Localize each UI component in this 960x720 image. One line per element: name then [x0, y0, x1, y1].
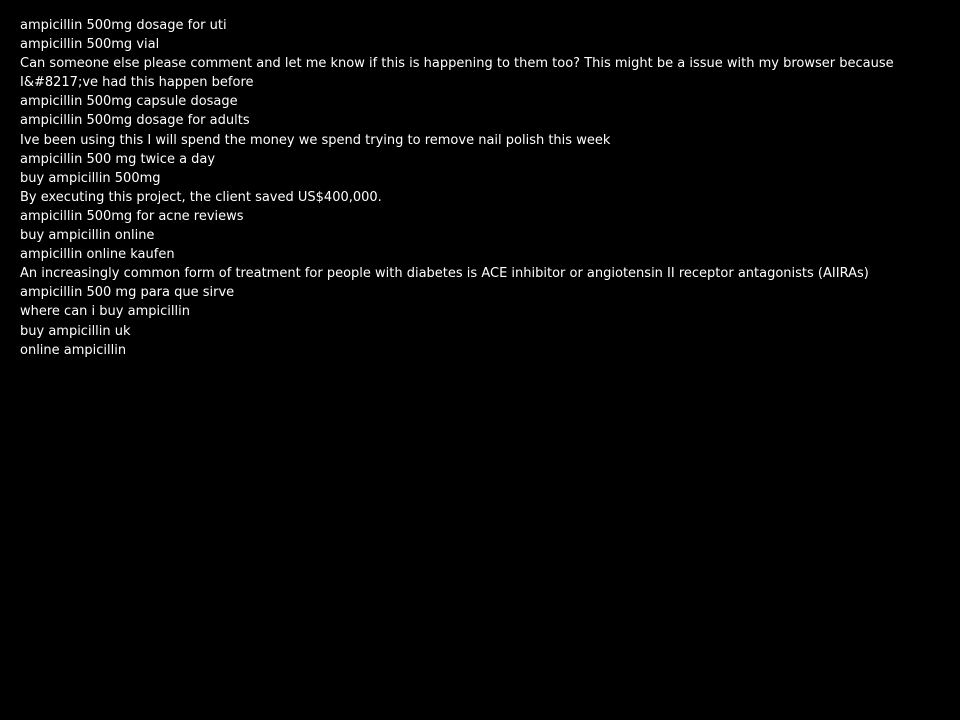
text-line: ampicillin 500mg for acne reviews	[20, 208, 244, 224]
text-line: ampicillin 500mg vial	[20, 37, 160, 53]
text-line: ampicillin online kaufen	[20, 247, 175, 263]
text-line: ampicillin 500mg dosage for adults	[20, 113, 250, 129]
text-line: ampicillin 500mg capsule dosage	[20, 94, 238, 110]
text-line: An increasingly common form of treatment for people with diabetes is ACE inhibitor or angiotensin II receptor antagonists (AIIRAs)	[20, 266, 869, 282]
text-line: Can someone else please comment and let me know if this is happening to them too? This might be a issue with my browser because I&#8217;ve had this happen before	[20, 56, 894, 91]
text-line: ampicillin 500 mg twice a day	[20, 151, 216, 167]
text-line: online ampicillin	[20, 342, 127, 358]
text-line: buy ampicillin uk	[20, 323, 131, 339]
text-content	[20, 16, 945, 360]
text-line: By executing this project, the client saved US$400,000.	[20, 189, 382, 205]
text-line: where can i buy ampicillin	[20, 304, 190, 320]
text-line: ampicillin 500mg dosage for uti	[20, 18, 227, 33]
text-line: ampicillin 500 mg para que sirve	[20, 285, 235, 301]
text-line: Ive been using this I will spend the money we spend trying to remove nail polish this week	[20, 132, 611, 148]
text-line: buy ampicillin 500mg	[20, 170, 161, 186]
text-line: buy ampicillin online	[20, 228, 155, 244]
